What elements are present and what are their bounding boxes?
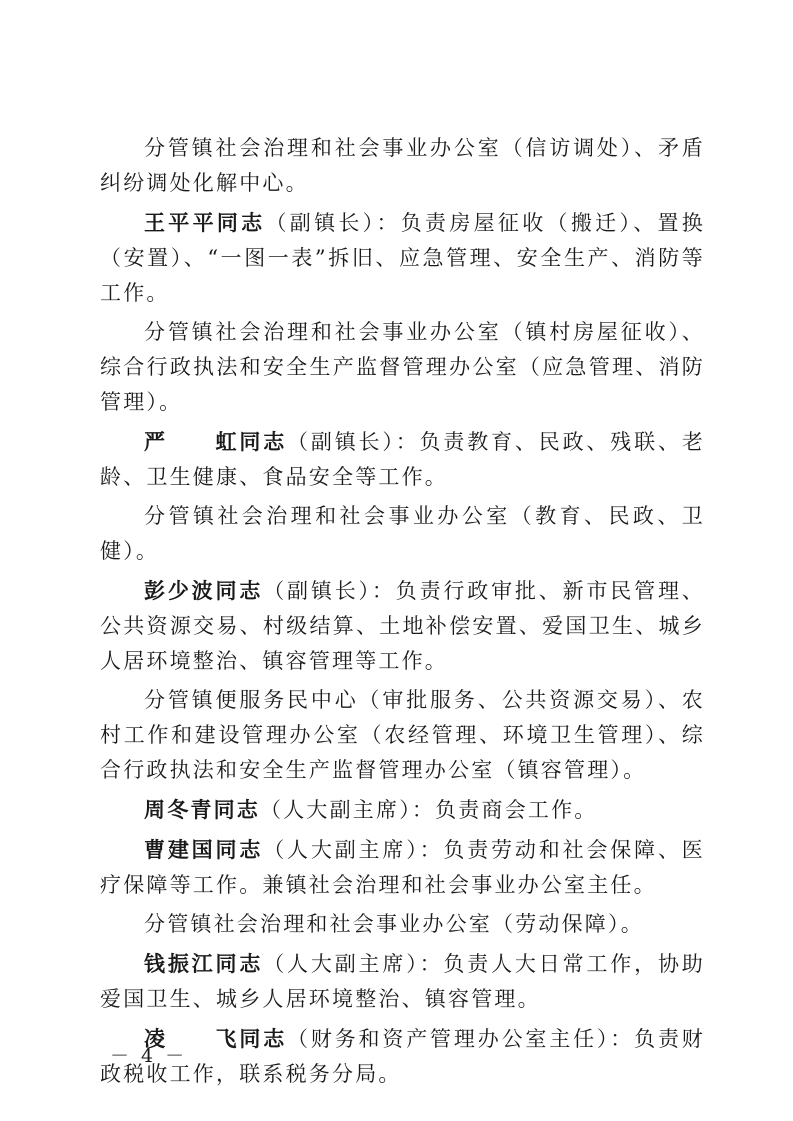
paragraph-text: 分管镇社会治理和社会事业办公室（镇村房屋征收）、综合行政执法和安全生产监督管理办公室（应急管理、消防管理）。 [100, 320, 705, 414]
paragraph-text: 分管镇社会治理和社会事业办公室（劳动保障）。 [144, 912, 644, 936]
paragraph [100, 946, 705, 1017]
paragraph [100, 131, 705, 201]
paragraph [100, 832, 705, 903]
person-name: 周冬青同志 [144, 797, 260, 822]
paragraph-text: （副镇长）：负责行政审批、新市民管理、公共资源交易、村级结算、土地补偿安置、爱国卫生、城乡人居环境整治、镇容管理等工作。 [100, 579, 705, 673]
page-number: － 4 － [110, 1045, 188, 1067]
paragraph [100, 205, 705, 311]
person-name: 王平平同志 [144, 210, 266, 235]
paragraph-text: 分管镇便服务民中心（审批服务、公共资源交易）、农村工作和建设管理办公室（农经管理、环境卫生管理）、综合行政执法和安全生产监督管理办公室（镇容管理）。 [100, 688, 705, 782]
paragraph-text: 分管镇社会治理和社会事业办公室（教育、民政、卫健）。 [100, 504, 705, 563]
paragraph [100, 792, 705, 828]
paragraph [100, 499, 705, 569]
paragraph-text: 分管镇社会治理和社会事业办公室（信访调处）、矛盾纠纷调处化解中心。 [100, 136, 705, 195]
document-body [100, 131, 705, 1092]
paragraph [100, 683, 705, 788]
paragraph-text: （人大副主席）：负责商会工作。 [260, 798, 598, 822]
paragraph [100, 315, 705, 420]
person-name: 钱振江同志 [144, 951, 264, 976]
paragraph [100, 573, 705, 679]
paragraph [100, 907, 705, 942]
paragraph-text: （财务和资产管理办公室主任）：负责财政税收工作，联系税务分局。 [100, 1027, 705, 1086]
person-name: 凌 飞同志 [144, 1026, 288, 1051]
person-name: 彭少波同志 [144, 578, 264, 603]
person-name: 严 虹同志 [144, 429, 288, 454]
paragraph-text: （副镇长）：负责房屋征收（搬迁）、置换（安置）、“一图一表”拆旧、应急管理、安全生产、消防等工作。 [100, 211, 705, 305]
paragraph-text: （人大副主席）：负责劳动和社会保障、医疗保障等工作。兼镇社会治理和社会事业办公室主任。 [100, 838, 705, 897]
paragraph-text: （副镇长）：负责教育、民政、残联、老龄、卫生健康、食品安全等工作。 [100, 430, 705, 489]
person-name: 曹建国同志 [144, 837, 264, 862]
paragraph-text: （人大副主席）：负责人大日常工作，协助爱国卫生、城乡人居环境整治、镇容管理。 [100, 952, 705, 1011]
paragraph [100, 1021, 705, 1092]
paragraph [100, 424, 705, 495]
